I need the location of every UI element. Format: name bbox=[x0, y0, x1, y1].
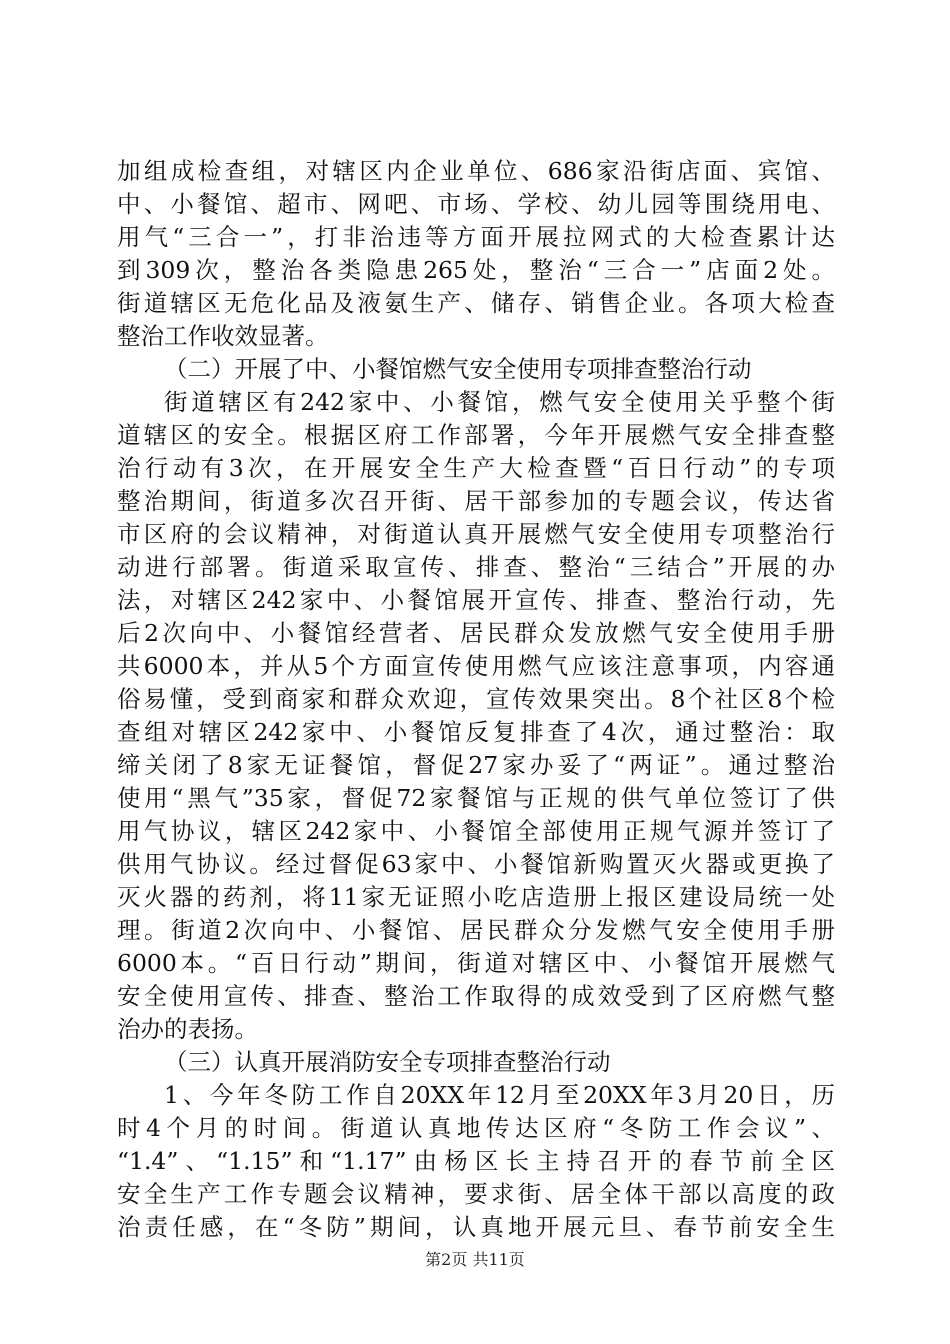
text-line: 时4个月的时间。街道认真地传达区府“冬防工作会议”、 bbox=[117, 1114, 835, 1142]
text-line: “1.4”、“1.15”和“1.17”由杨区长主持召开的春节前全区 bbox=[117, 1147, 835, 1175]
text-line: 街道辖区无危化品及液氨生产、储存、销售企业。各项大检查 bbox=[117, 289, 835, 317]
text-line: 法，对辖区242家中、小餐馆展开宣传、排查、整治行动，先 bbox=[117, 586, 835, 614]
text-line: 加组成检查组，对辖区内企业单位、686家沿街店面、宾馆、 bbox=[117, 157, 835, 185]
page-number: 第2页 共11页 bbox=[425, 1250, 525, 1269]
text-line: 整治期间，街道多次召开街、居干部参加的专题会议，传达省 bbox=[117, 487, 835, 515]
text-line: 缔关闭了8家无证餐馆，督促27家办妥了“两证”。通过整治 bbox=[117, 751, 835, 779]
text-line: 安全使用宣传、排查、整治工作取得的成效受到了区府燃气整 bbox=[117, 982, 835, 1010]
text-line: 6000本。“百日行动”期间，街道对辖区中、小餐馆开展燃气 bbox=[117, 949, 835, 977]
document-body bbox=[117, 155, 835, 1244]
text-line: 治办的表扬。 bbox=[117, 1015, 258, 1043]
text-line: 理。街道2次向中、小餐馆、居民群众分发燃气安全使用手册 bbox=[117, 916, 835, 944]
text-line: 查组对辖区242家中、小餐馆反复排查了4次，通过整治：取 bbox=[117, 718, 835, 746]
text-line: 用气协议，辖区242家中、小餐馆全部使用正规气源并签订了 bbox=[117, 817, 835, 845]
text-line: 安全生产工作专题会议精神，要求街、居全体干部以高度的政 bbox=[117, 1180, 835, 1208]
text-line: 治行动有3次，在开展安全生产大检查暨“百日行动”的专项 bbox=[117, 454, 835, 482]
text-line: 供用气协议。经过督促63家中、小餐馆新购置灭火器或更换了 bbox=[117, 850, 835, 878]
text-line: 共6000本，并从5个方面宣传使用燃气应该注意事项，内容通 bbox=[117, 652, 835, 680]
text-line: 1、今年冬防工作自20XX年12月至20XX年3月20日，历 bbox=[164, 1081, 835, 1109]
text-line: 后2次向中、小餐馆经营者、居民群众发放燃气安全使用手册 bbox=[117, 619, 835, 647]
text-line: 灭火器的药剂，将11家无证照小吃店造册上报区建设局统一处 bbox=[117, 883, 835, 911]
text-line: 动进行部署。街道采取宣传、排查、整治“三结合”开展的办 bbox=[117, 553, 835, 581]
text-line: 到309次，整治各类隐患265处，整治“三合一”店面2处。 bbox=[117, 256, 835, 284]
text-line: 市区府的会议精神，对街道认真开展燃气安全使用专项整治行 bbox=[117, 520, 835, 548]
text-line: 用气“三合一”，打非治违等方面开展拉网式的大检查累计达 bbox=[117, 223, 835, 251]
text-line: 道辖区的安全。根据区府工作部署，今年开展燃气安全排查整 bbox=[117, 421, 835, 449]
text-line: 俗易懂，受到商家和群众欢迎，宣传效果突出。8个社区8个检 bbox=[117, 685, 835, 713]
section-heading: （三）认真开展消防安全专项排查整治行动 bbox=[164, 1048, 611, 1076]
text-line: 整治工作收效显著。 bbox=[117, 322, 329, 350]
text-line: 使用“黑气”35家，督促72家餐馆与正规的供气单位签订了供 bbox=[117, 784, 835, 812]
text-line: 街道辖区有242家中、小餐馆，燃气安全使用关乎整个街 bbox=[164, 388, 835, 416]
text-line: 治责任感，在“冬防”期间，认真地开展元旦、春节前安全生 bbox=[117, 1213, 835, 1241]
text-line: 中、小餐馆、超市、网吧、市场、学校、幼儿园等围绕用电、 bbox=[117, 190, 835, 218]
section-heading: （二）开展了中、小餐馆燃气安全使用专项排查整治行动 bbox=[164, 355, 752, 383]
